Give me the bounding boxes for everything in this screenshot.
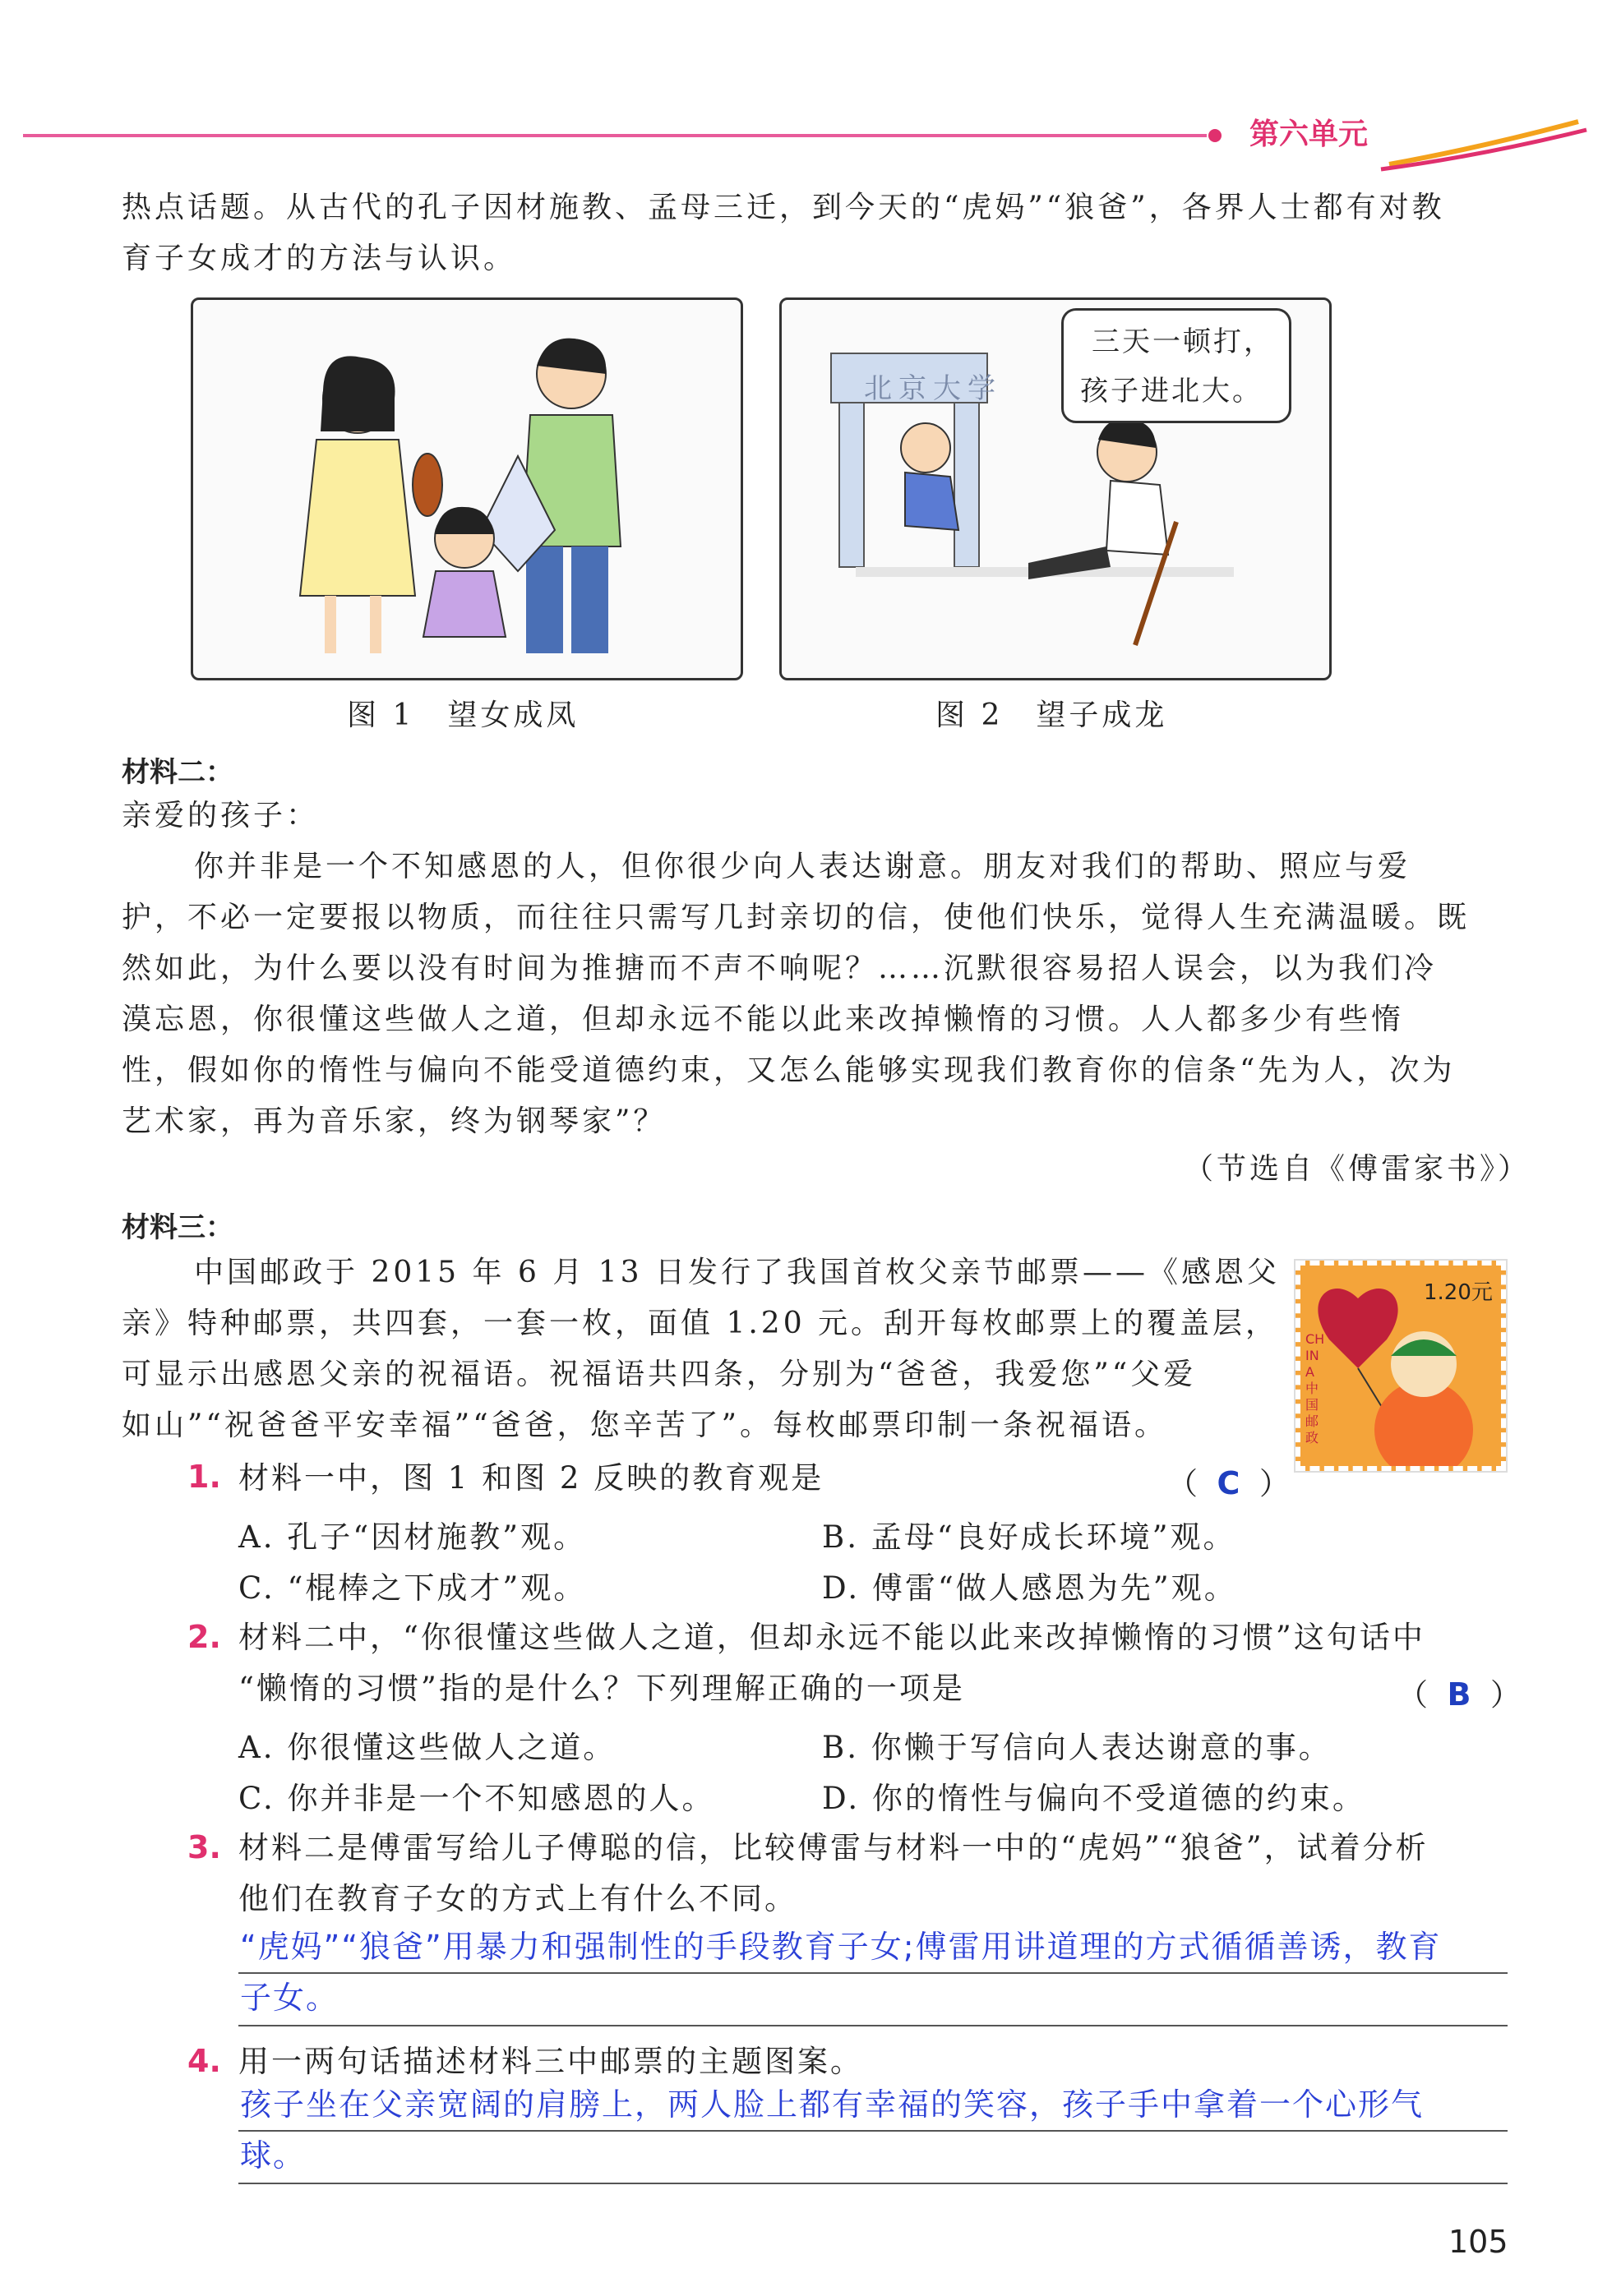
- speech-line: 三天一顿打，: [1092, 325, 1274, 358]
- q2-option-c: C. 你并非是一个不知感恩的人。: [238, 1781, 715, 1816]
- material3-line: 可显示出感恩父亲的祝福语。祝福语共四条，分别为“爸爸，我爱您”“父爱: [122, 1358, 1197, 1391]
- intro-line: 热点话题。从古代的孔子因材施教、孟母三迁，到今天的“虎妈”“狼爸”，各界人士都有对教: [122, 191, 1445, 224]
- question-3-text: [238, 1823, 1521, 1925]
- material2-greeting: 亲爱的孩子：: [122, 799, 320, 832]
- header-swoosh: [1184, 99, 1595, 173]
- question-3-line: 材料二是傅雷写给儿子傅聪的信，比较傅雷与材料一中的“虎妈”“狼爸”，试着分析: [238, 1830, 1429, 1865]
- header-rule: [23, 134, 1207, 137]
- question-4-answer-line: 球。: [240, 2137, 307, 2174]
- question-4-text: 用一两句话描述材料三中邮票的主题图案。: [238, 2044, 863, 2079]
- question-3-line: 他们在教育子女的方式上有什么不同。: [238, 1881, 797, 1916]
- stamp-country: CHINA 中国邮政: [1305, 1331, 1325, 1445]
- question-3-answer-line: 子女。: [240, 1980, 339, 2016]
- q1-option-b: B. 孟母“良好成长环境”观。: [822, 1519, 1236, 1555]
- question-2-line: 材料二中，“你很懂这些做人之道，但却永远不能以此来改掉懒惰的习惯”这句话中: [238, 1620, 1425, 1655]
- figure-1-caption: 图 1 望女成凤: [347, 698, 580, 732]
- question-1-answer-box: （ C ）: [1167, 1465, 1290, 1501]
- page-number: 105: [1448, 2224, 1508, 2260]
- figure-2: [779, 297, 1332, 680]
- question-2-answer-box: （ B ）: [1397, 1676, 1522, 1713]
- material3-label: 材料三：: [122, 1211, 233, 1244]
- material2-line: 然如此，为什么要以没有时间为推搪而不声不响呢？……沉默很容易招人误会，以为我们冷: [122, 952, 1438, 985]
- speech-bubble: [1061, 308, 1291, 423]
- header-dot: [1208, 129, 1222, 142]
- question-1-answer: C: [1217, 1465, 1240, 1501]
- question-4-number: 4.: [187, 2043, 221, 2079]
- answer-rule: [238, 1972, 1508, 1974]
- unit-title: 第六单元: [1249, 118, 1369, 151]
- question-2-number: 2.: [187, 1619, 221, 1655]
- material2-label: 材料二：: [122, 756, 233, 789]
- material3-body: [122, 1247, 1289, 1451]
- q1-option-a: A. 孔子“因材施教”观。: [238, 1519, 587, 1555]
- stamp-value: 1.20元: [1424, 1280, 1493, 1305]
- gate-sign: 北京大学: [864, 372, 1002, 405]
- material2-line: 漠忘恩，你很懂这些做人之道，但却永远不能以此来改掉懒惰的习惯。人人都多少有些惰: [122, 1003, 1405, 1036]
- question-4-answer-line: 孩子坐在父亲宽阔的肩膀上，两人脸上都有幸福的笑容，孩子手中拿着一个心形气: [240, 2086, 1425, 2123]
- question-1-text: 材料一中，图 1 和图 2 反映的教育观是: [238, 1460, 824, 1496]
- material2-line: 你并非是一个不知感恩的人，但你很少向人表达谢意。朋友对我们的帮助、照应与爱: [194, 850, 1411, 883]
- intro-line: 育子女成才的方法与认识。: [122, 242, 517, 275]
- speech-line: 孩子进北大。: [1080, 375, 1263, 408]
- question-3-answer-line: “虎妈”“狼爸”用暴力和强制性的手段教育子女;傅雷用讲道理的方式循循善诱，教育: [240, 1929, 1442, 1965]
- stamp-image: [1295, 1261, 1506, 1471]
- figure-2-caption: 图 2 望子成龙: [935, 698, 1168, 732]
- material2-body: [122, 841, 1519, 1147]
- question-2-line: “懒惰的习惯”指的是什么？下列理解正确的一项是: [238, 1671, 965, 1706]
- answer-rule: [238, 2025, 1508, 2026]
- q2-option-a: A. 你很懂这些做人之道。: [238, 1730, 617, 1765]
- material3-line: 中国邮政于 2015 年 6 月 13 日发行了我国首枚父亲节邮票——《感恩父: [194, 1256, 1280, 1289]
- material2-line: 性，假如你的惰性与偏向不能受道德约束，又怎么能够实现我们教育你的信条“先为人，次为: [122, 1053, 1456, 1087]
- material3-line: 亲》特种邮票，共四套，一套一枚，面值 1.20 元。刮开每枚邮票上的覆盖层，: [122, 1307, 1279, 1340]
- material2-line: 艺术家，再为音乐家，终为钢琴家”？: [122, 1104, 667, 1138]
- q2-option-b: B. 你懒于写信向人表达谢意的事。: [822, 1730, 1332, 1765]
- material2-line: 护，不必一定要报以物质，而往往只需写几封亲切的信，使他们快乐，觉得人生充满温暖。既: [122, 901, 1471, 934]
- figure-1: [191, 297, 743, 680]
- question-3-number: 3.: [187, 1829, 221, 1865]
- answer-rule: [238, 2183, 1508, 2184]
- question-1-number: 1.: [187, 1459, 221, 1495]
- intro-text: [122, 182, 1519, 284]
- q1-option-d: D. 傅雷“做人感恩为先”观。: [822, 1570, 1237, 1606]
- question-2-text: [238, 1612, 1521, 1714]
- answer-rule: [238, 2130, 1508, 2132]
- figure-1-illustration: [193, 300, 741, 678]
- material3-line: 如山”“祝爸爸平安幸福”“爸爸，您辛苦了”。每枚邮票印制一条祝福语。: [122, 1408, 1168, 1442]
- q2-option-d: D. 你的惰性与偏向不受道德的约束。: [822, 1781, 1365, 1816]
- material2-source: （节选自《傅雷家书》）: [1184, 1152, 1531, 1186]
- q1-option-c: C. “棍棒之下成才”观。: [238, 1570, 587, 1606]
- question-2-answer: B: [1447, 1676, 1471, 1713]
